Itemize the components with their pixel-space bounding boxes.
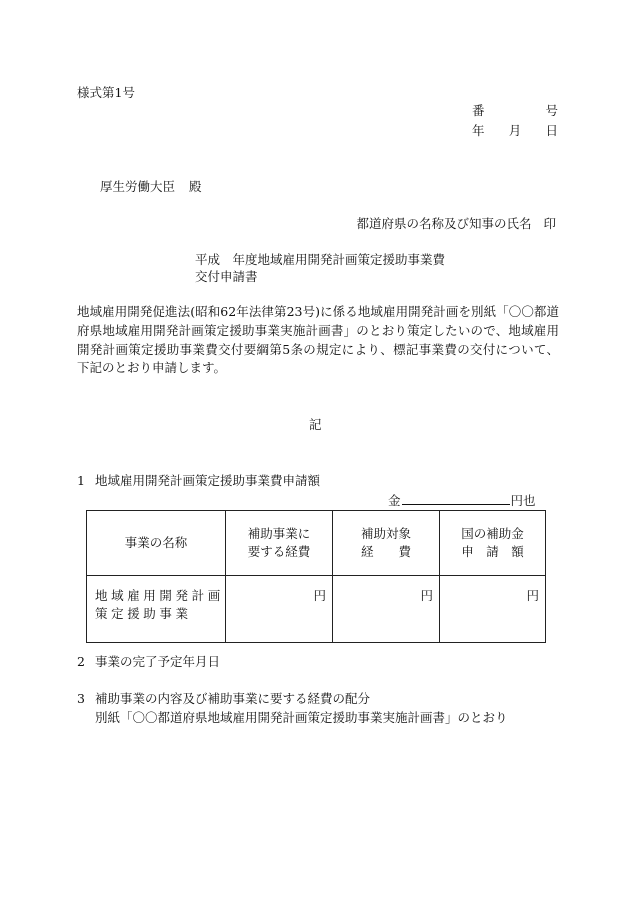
number-suffix: 号 xyxy=(545,103,558,118)
ki-heading: 記 xyxy=(309,417,322,432)
document-number-line xyxy=(472,102,558,120)
table-row xyxy=(87,576,546,643)
item3-number: 3 xyxy=(77,691,85,706)
header-project-cost: 補助事業に 要する経費 xyxy=(226,511,333,576)
table-header-row xyxy=(87,511,546,576)
item2-label: 事業の完了予定年月日 xyxy=(95,654,221,669)
project-cost-cell[interactable]: 円 xyxy=(226,576,333,643)
day-label: 日 xyxy=(545,123,558,138)
document-title-line1: 平成 年度地域雇用開発計画策定援助事業費 xyxy=(195,252,446,267)
project-name-cell: 地域雇用開発計画 策定援助事業 xyxy=(87,576,226,643)
amount-line xyxy=(388,491,536,510)
number-label: 番 xyxy=(472,103,485,118)
item3-heading xyxy=(77,690,370,708)
addressee-honorific: 殿 xyxy=(189,179,202,194)
amount-blank[interactable] xyxy=(402,491,510,505)
document-title-line2: 交付申請書 xyxy=(195,269,258,284)
year-label: 年 xyxy=(472,123,485,138)
sender-name-label: 都道府県の名称及び知事の氏名 xyxy=(356,216,532,231)
form-number: 様式第1号 xyxy=(77,85,135,100)
item1-number: 1 xyxy=(77,473,85,488)
item1-label: 地域雇用開発計画策定援助事業費申請額 xyxy=(95,473,321,488)
item3-label: 補助事業の内容及び補助事業に要する経費の配分 xyxy=(95,691,371,706)
application-body-text: 地域雇用開発促進法(昭和62年法律第23号)に係る地域雇用開発計画を別紙「〇〇都道府県地域雇用開発計画策定援助事業実施計画書」のとおり策定したいので、地域雇用開発計画策定援助事業費交付要綱第5条の規定により、標記事業費の交付について、下記のとおり申請します。 xyxy=(77,304,559,376)
sender xyxy=(356,215,556,233)
item2-number: 2 xyxy=(77,654,85,669)
item2-heading xyxy=(77,653,220,671)
header-grant-amount: 国の補助金 申 請 額 xyxy=(440,511,546,576)
addressee-title: 厚生労働大臣 xyxy=(100,179,176,194)
eligible-cost-cell[interactable]: 円 xyxy=(333,576,440,643)
grant-table xyxy=(86,510,546,643)
grant-amount-cell[interactable]: 円 xyxy=(440,576,546,643)
item3-note: 別紙「〇〇都道府県地域雇用開発計画策定援助事業実施計画書」のとおり xyxy=(95,710,508,725)
header-eligible-cost: 補助対象 経 費 xyxy=(333,511,440,576)
seal-mark: 印 xyxy=(543,216,556,231)
header-project-name: 事業の名称 xyxy=(87,511,226,576)
addressee xyxy=(100,178,202,196)
amount-suffix: 円也 xyxy=(510,493,536,508)
month-label: 月 xyxy=(508,123,522,138)
amount-prefix: 金 xyxy=(388,493,401,508)
item1-heading xyxy=(77,472,320,490)
date-line xyxy=(472,122,558,140)
